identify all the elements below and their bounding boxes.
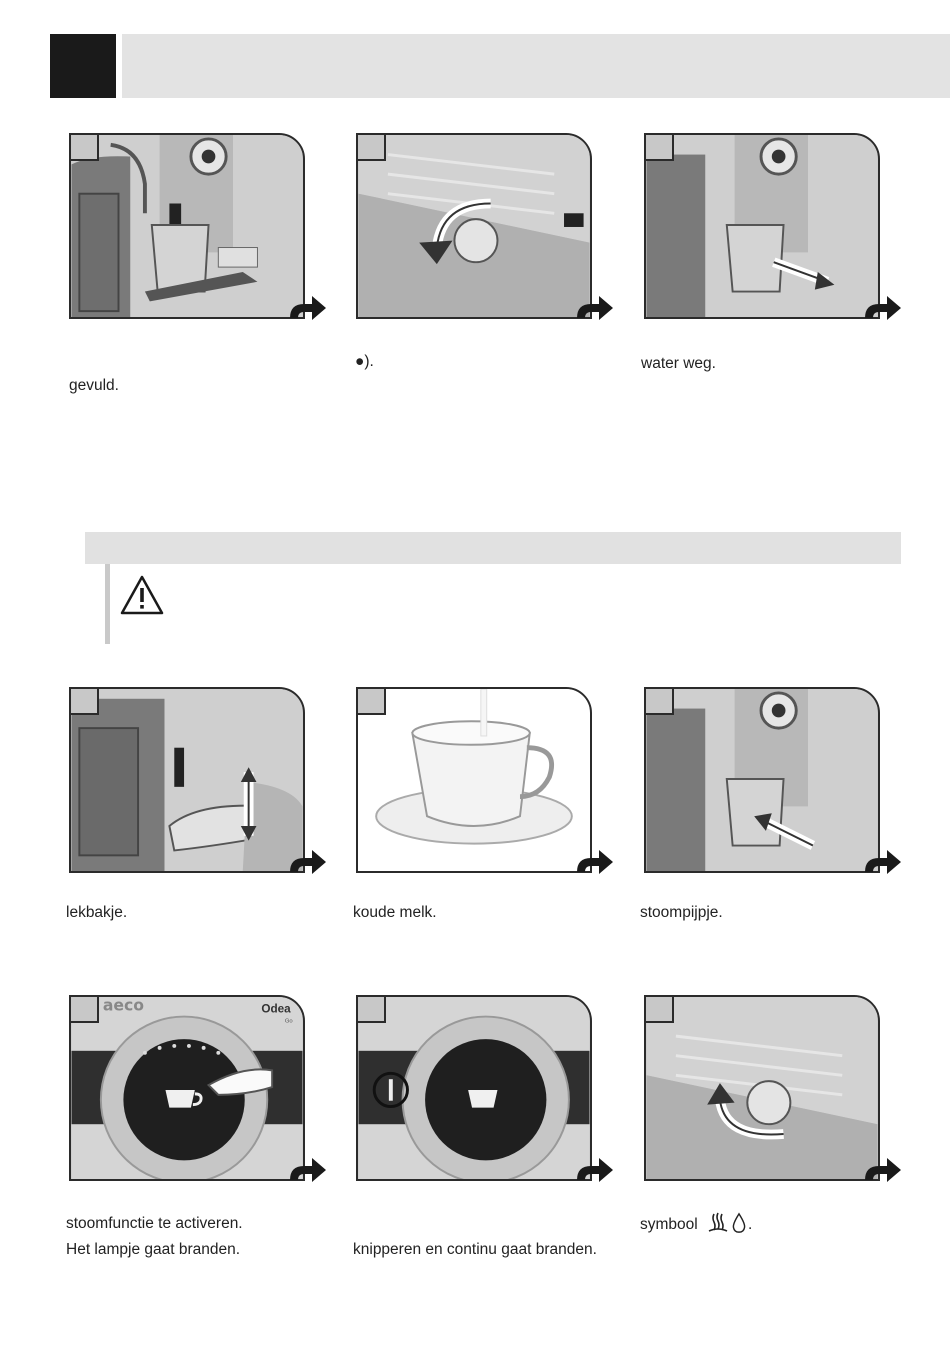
water-drop-icon [730, 1212, 748, 1234]
chapter-title-bar [122, 34, 950, 98]
step-c-number-box [644, 133, 674, 161]
step-i-number-box [644, 995, 674, 1023]
step-e-number-box [356, 687, 386, 715]
control-panel-press-icon [71, 997, 303, 1179]
section-heading-bar [85, 532, 901, 564]
drip-tray-icon [71, 689, 303, 871]
next-step-arrow-icon [863, 1156, 903, 1184]
step-h-caption: knipperen en continu gaat branden. [353, 1241, 597, 1258]
step-b-number-box [356, 133, 386, 161]
next-step-arrow-icon [575, 294, 615, 322]
step-b-illustration [356, 133, 592, 319]
step-a-illustration [69, 133, 305, 319]
step-e-caption: koude melk. [353, 904, 437, 921]
step-h-number-box [356, 995, 386, 1023]
model-name-text: Odea [261, 1002, 291, 1016]
remove-jug-icon [646, 135, 878, 317]
steam-icon [706, 1211, 730, 1235]
step-g-number-box [69, 995, 99, 1023]
step-e-illustration [356, 687, 592, 873]
step-g-caption: stoomfunctie te activeren. Het lampje gaat branden. [66, 1215, 243, 1258]
step-i-illustration [644, 995, 880, 1181]
step-a-number-box [69, 133, 99, 161]
step-d-illustration [69, 687, 305, 873]
step-c-caption: water weg. [641, 355, 716, 372]
next-step-arrow-icon [575, 848, 615, 876]
machine-with-jug-icon [71, 135, 303, 317]
next-step-arrow-icon [288, 1156, 328, 1184]
step-f-caption: stoompijpje. [640, 904, 723, 921]
step-f-number-box [644, 687, 674, 715]
step-d-caption: lekbakje. [66, 904, 128, 921]
step-h-illustration [356, 995, 592, 1181]
brand-logo-text: aeco [102, 997, 145, 1015]
step-c-illustration [644, 133, 880, 319]
chapter-number-block [50, 34, 116, 98]
step-i-caption: symbool . [640, 1211, 752, 1238]
warning-triangle-icon [119, 574, 165, 616]
next-step-arrow-icon [288, 294, 328, 322]
step-f-illustration [644, 687, 880, 873]
steam-knob-turn-icon [358, 135, 590, 317]
steam-knob-open-icon [646, 997, 878, 1179]
next-step-arrow-icon [288, 848, 328, 876]
cup-of-milk-icon [358, 689, 590, 871]
step-b-caption: ●). [355, 353, 374, 370]
jug-under-steam-wand-icon [646, 689, 878, 871]
next-step-arrow-icon [863, 848, 903, 876]
step-d-number-box [69, 687, 99, 715]
warning-rule [105, 564, 110, 644]
step-a-caption: gevuld. [69, 377, 119, 394]
model-sub-text: Go [284, 1018, 293, 1025]
next-step-arrow-icon [863, 294, 903, 322]
next-step-arrow-icon [575, 1156, 615, 1184]
control-panel-light-icon [358, 997, 590, 1179]
step-g-illustration [69, 995, 305, 1181]
